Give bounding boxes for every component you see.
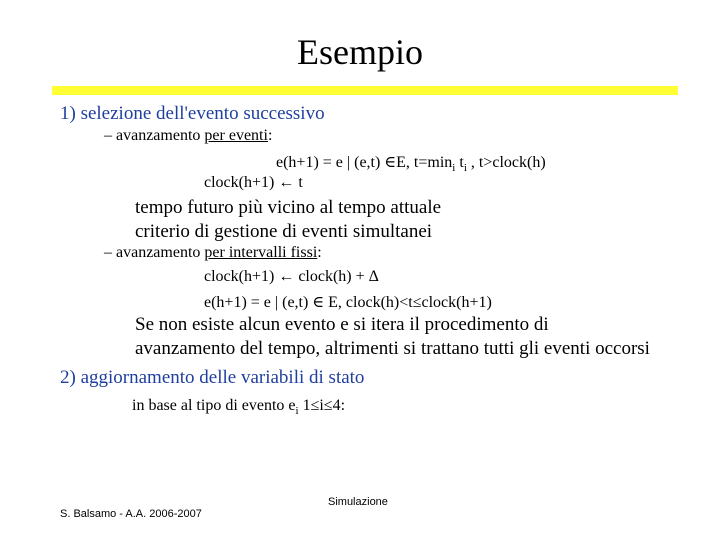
event-note-2: criterio di gestione di eventi simultanei [135,221,433,242]
event-formula-2: clock(h+1) ← t [204,174,303,191]
title-divider [52,86,678,95]
interval-note-2: avanzamento del tempo, altrimenti si trattano tutti gli eventi occorsi [135,338,650,359]
interval-note-1: Se non esiste alcun evento e si itera il procedimento di [135,314,549,335]
event-advance-dash: – avanzamento [104,127,205,144]
basis-line-b: 1≤i≤4: [298,397,346,414]
event-advance-colon: : [267,127,273,144]
event-formula-1-a: e(h+1) = e | (e,t) ∈E, t=min [276,154,453,171]
interval-advance-label: per intervalli fissi [204,244,318,261]
event-advance-heading [104,127,272,145]
basis-line [132,397,345,417]
interval-formula-1: clock(h+1) ← clock(h) + Δ [204,268,379,285]
interval-advance-dash: – avanzamento [104,244,205,261]
event-formula-1-sub1: i [452,162,456,175]
interval-advance-heading [104,244,322,262]
item-1-heading: 1) selezione dell'evento successivo [60,103,325,124]
slide-title: Esempio [297,32,423,72]
basis-line-sub: i [295,405,299,418]
footer-author: S. Balsamo - A.A. 2006-2007 [60,508,202,520]
interval-advance-colon: : [317,244,322,261]
item-2-heading: 2) aggiornamento delle variabili di stato [60,367,365,388]
basis-line-a: in base al tipo di evento e [132,397,296,414]
event-formula-1-c: , t>clock(h) [466,154,546,171]
event-formula-1-b: t [455,154,464,171]
event-note-1: tempo futuro più vicino al tempo attuale [135,197,442,218]
event-advance-label: per eventi [204,127,268,144]
event-formula-1-sub2: i [463,162,467,175]
event-formula-1 [276,152,546,174]
footer-course: Simulazione [328,496,388,508]
interval-formula-2: e(h+1) = e | (e,t) ∈ E, clock(h)<t≤clock(h+1) [204,294,492,311]
